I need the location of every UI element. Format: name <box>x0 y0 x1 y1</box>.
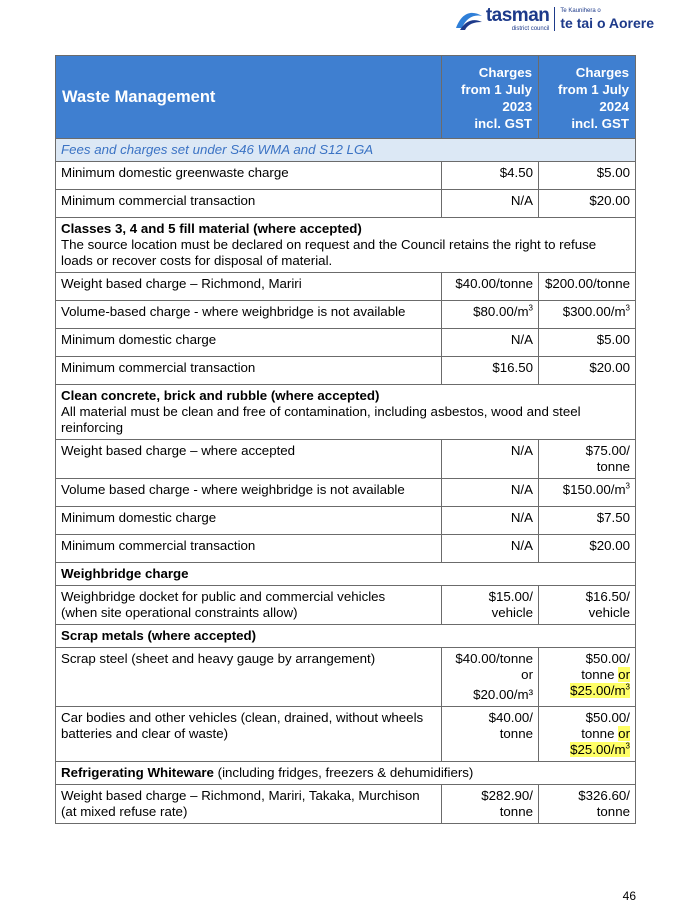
charge-2024-l2a: tonne <box>581 726 619 741</box>
charge-2023: N/A <box>442 535 539 563</box>
charge-2023-l1: $40.00/tonne <box>455 651 533 666</box>
charge-2023-l2: tonne <box>499 804 533 819</box>
table-row <box>56 535 636 563</box>
charge-2024: $5.00 <box>539 329 636 357</box>
page-number: 46 <box>622 889 636 903</box>
item-label-l1: Car bodies and other vehicles (clean, drained, without wheels <box>61 710 424 725</box>
tasman-wave-logo-icon <box>454 6 484 32</box>
section-concrete-title: Clean concrete, brick and rubble (where accepted) <box>61 388 380 403</box>
table-row <box>56 329 636 357</box>
table-row <box>56 190 636 218</box>
charge-2024-l2a: tonne <box>581 667 619 682</box>
logo-divider <box>554 7 555 31</box>
charge-2023: $4.50 <box>442 162 539 190</box>
item-label-l2: (at mixed refuse rate) <box>61 804 188 819</box>
charge-2024 <box>539 707 636 762</box>
highlighted-volume-rate <box>570 683 630 698</box>
table-title: Waste Management <box>56 56 442 139</box>
table-row <box>56 707 636 762</box>
charge-2023: N/A <box>442 190 539 218</box>
logo-maori-top: Te Kaunihera o <box>560 8 601 14</box>
item-label <box>56 707 442 762</box>
item-label: Minimum commercial transaction <box>56 535 442 563</box>
charge-2024 <box>539 648 636 707</box>
charge-2023-l3: $20.00/m³ <box>473 687 533 702</box>
section-fill-cell <box>56 218 636 273</box>
subheading-row <box>56 139 636 162</box>
section-scrap-title: Scrap metals (where accepted) <box>61 628 257 643</box>
charge-2023 <box>442 785 539 824</box>
charge-2024: $20.00 <box>539 357 636 385</box>
item-label <box>56 586 442 625</box>
table-row <box>56 162 636 190</box>
charge-2024: $5.00 <box>539 162 636 190</box>
item-label: Scrap steel (sheet and heavy gauge by arrangement) <box>56 648 442 707</box>
waste-management-fees-table <box>55 55 636 824</box>
item-label <box>56 785 442 824</box>
col-2023-header-l3: 2023 <box>502 99 532 114</box>
item-label: Minimum commercial transaction <box>56 357 442 385</box>
item-label-l1: Weight based charge – Richmond, Mariri, Takaka, Murchison <box>61 788 420 803</box>
item-label-l2: batteries and clear of waste) <box>61 726 229 741</box>
charge-2023: N/A <box>442 479 539 507</box>
subheading: Fees and charges set under S46 WMA and S12 LGA <box>56 139 636 162</box>
charge-2024: $20.00 <box>539 190 636 218</box>
charge-2023-l1: $282.90/ <box>481 788 533 803</box>
item-label: Minimum domestic greenwaste charge <box>56 162 442 190</box>
section-whiteware <box>56 762 636 785</box>
logo-tasman-text <box>486 6 550 32</box>
item-label: Minimum domestic charge <box>56 329 442 357</box>
charge-2024-value: $300.00/m <box>562 304 626 319</box>
table-row <box>56 586 636 625</box>
logo-maori-main: te tai o Aorere <box>560 15 654 31</box>
section-weighbridge-cell <box>56 563 636 586</box>
charge-2024-l1: $50.00/ <box>585 651 630 666</box>
table-row <box>56 357 636 385</box>
charge-2024: $7.50 <box>539 507 636 535</box>
charge-2024: $200.00/tonne <box>539 273 636 301</box>
logo-brand: tasman <box>485 5 550 26</box>
charge-2024 <box>539 301 636 329</box>
item-label: Minimum commercial transaction <box>56 190 442 218</box>
charge-2024-l3: $25.00/m <box>570 742 626 757</box>
charge-2023: $40.00/tonne <box>442 273 539 301</box>
section-fill-material <box>56 218 636 273</box>
superscript: 3 <box>528 303 533 313</box>
charge-2023: $16.50 <box>442 357 539 385</box>
table-row <box>56 648 636 707</box>
charge-2024-l1: $75.00/ <box>585 443 630 458</box>
charge-2024-l2: tonne <box>596 459 630 474</box>
col-2023-header-l1: Charges <box>478 65 532 80</box>
superscript: 3 <box>625 741 630 751</box>
item-label-l2: (when site operational constraints allow) <box>61 605 298 620</box>
col-2024-header-l2: from 1 July <box>558 82 629 97</box>
charge-2023-l1: $40.00/ <box>488 710 533 725</box>
col-2023-header-l2: from 1 July <box>461 82 532 97</box>
col-2023-header <box>442 56 539 139</box>
highlighted-or: or <box>618 667 630 682</box>
section-concrete-note: All material must be clean and free of contamination, including asbestos, wood and steel reinforcing <box>61 404 581 435</box>
table-row <box>56 301 636 329</box>
section-scrap-cell <box>56 625 636 648</box>
section-concrete-cell <box>56 385 636 440</box>
charge-2024 <box>539 785 636 824</box>
section-fill-note: The source location must be declared on request and the Council retains the right to refuse loads or recover costs for disposal of material. <box>61 237 597 268</box>
section-whiteware-title: Refrigerating Whiteware <box>61 765 214 780</box>
item-label: Minimum domestic charge <box>56 507 442 535</box>
charge-2024-l1: $16.50/ <box>585 589 630 604</box>
col-2024-header-l1: Charges <box>575 65 629 80</box>
section-weighbridge-title: Weighbridge charge <box>61 566 189 581</box>
charge-2023 <box>442 648 539 707</box>
item-label: Weight based charge – where accepted <box>56 440 442 479</box>
charge-2024-l2: tonne <box>596 804 630 819</box>
council-logo <box>454 4 654 34</box>
section-clean-concrete <box>56 385 636 440</box>
logo-sub: district council <box>511 26 550 32</box>
charge-2024-value: $150.00/m <box>562 482 626 497</box>
table-row <box>56 507 636 535</box>
item-label: Weight based charge – Richmond, Mariri <box>56 273 442 301</box>
superscript: 3 <box>625 303 630 313</box>
section-whiteware-note: (including fridges, freezers & dehumidifiers) <box>213 765 474 780</box>
table-row <box>56 479 636 507</box>
charge-2023: N/A <box>442 329 539 357</box>
section-whiteware-cell <box>56 762 636 785</box>
charge-2024-l2: vehicle <box>588 605 630 620</box>
col-2023-header-l4: incl. GST <box>474 116 532 131</box>
superscript: 3 <box>625 682 630 692</box>
charge-2023: N/A <box>442 440 539 479</box>
col-2024-header-l4: incl. GST <box>571 116 629 131</box>
charge-2023-l2: tonne <box>499 726 533 741</box>
item-label: Volume-based charge - where weighbridge is not available <box>56 301 442 329</box>
charge-2024 <box>539 440 636 479</box>
charge-2023-l2: vehicle <box>491 605 533 620</box>
section-fill-title: Classes 3, 4 and 5 fill material (where accepted) <box>61 221 362 236</box>
charge-2023: N/A <box>442 507 539 535</box>
charge-2024-l3: $25.00/m <box>570 683 626 698</box>
charge-2023 <box>442 707 539 762</box>
charge-2023 <box>442 301 539 329</box>
table-row <box>56 273 636 301</box>
col-2024-header-l3: 2024 <box>599 99 629 114</box>
superscript: 3 <box>625 481 630 491</box>
charge-2024-l1: $50.00/ <box>585 710 630 725</box>
section-scrap-metals <box>56 625 636 648</box>
highlighted-or: or <box>618 726 630 741</box>
charge-2024 <box>539 586 636 625</box>
logo-maori-text <box>560 8 654 30</box>
table-row <box>56 440 636 479</box>
charge-2024: $20.00 <box>539 535 636 563</box>
section-weighbridge <box>56 563 636 586</box>
charge-2023 <box>442 586 539 625</box>
charge-2024-l1: $326.60/ <box>578 788 630 803</box>
highlighted-volume-rate <box>570 742 630 757</box>
table-row <box>56 785 636 824</box>
charge-2023-l1: $15.00/ <box>488 589 533 604</box>
col-2024-header <box>539 56 636 139</box>
table-header-row <box>56 56 636 139</box>
charge-2024 <box>539 479 636 507</box>
charge-2023-value: $80.00/m <box>473 304 529 319</box>
charge-2023-l2: or <box>521 667 533 682</box>
item-label-l1: Weighbridge docket for public and commercial vehicles <box>61 589 386 604</box>
item-label: Volume based charge - where weighbridge is not available <box>56 479 442 507</box>
